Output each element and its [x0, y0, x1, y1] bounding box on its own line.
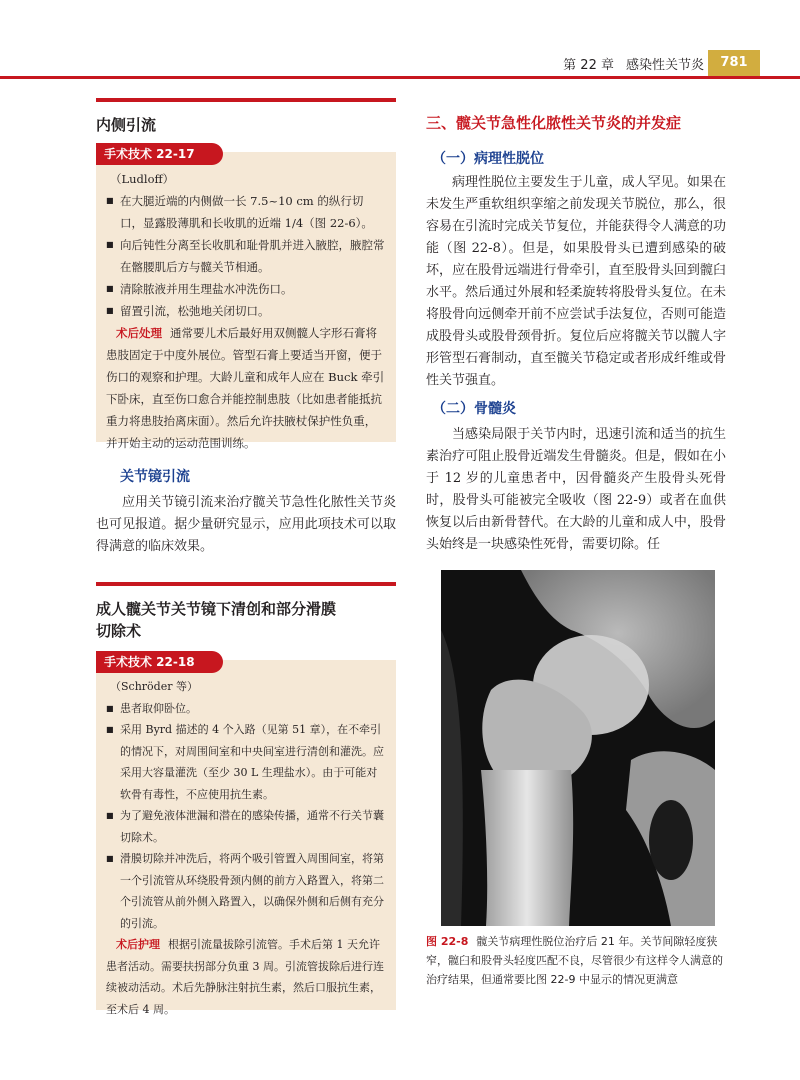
- title-line: 切除术: [96, 622, 142, 640]
- postop-text: 根据引流量拔除引流管。手术后第 1 天允许患者活动。需要扶拐部分负重 3 周。引流管拔除后进行连续被动活动。术后先静脉注射抗生素，然后口服抗生素，至术后 4 周。: [106, 938, 384, 1016]
- list-item: ■ 滑膜切除并冲洗后，将两个吸引管置入周围间室，将第一个引流管从环绕股骨颈内侧的前方入路置入，将第二个引流管从前外侧入路置入，以确保外侧和后侧有充分的引流。: [106, 848, 386, 934]
- title-line: 成人髋关节关节镜下清创和部分滑膜: [96, 600, 337, 618]
- section-rule: [96, 582, 396, 586]
- postop-label: 术后处理: [116, 326, 162, 340]
- pathologic-dislocation-text: [426, 172, 726, 392]
- xray-illustration: [441, 570, 715, 926]
- postop-paragraph: [106, 322, 386, 454]
- subsection-title-osteomyelitis: （二）骨髓炎: [432, 401, 516, 417]
- list-item: ■ 清除脓液并用生理盐水冲洗伤口。: [106, 278, 386, 300]
- technique-author: （Ludloff）: [110, 172, 175, 186]
- paragraph: 当感染局限于关节内时，迅速引流和适当的抗生素治疗可阻止股骨近端发生骨髓炎。但是，假如在小于 12 岁的儿童患者中，因骨髓炎产生股骨头死骨时，股骨头可能被完全吸收（图 22-9）或者在血供恢复以后由新骨替代。在大龄的儿童和成人中，股骨头始终是一块感染性死骨，需要切除。任: [426, 427, 726, 552]
- technique-tag-22-17: 手术技术 22-17: [96, 143, 223, 165]
- list-item: ■ 在大腿近端的内侧做一长 7.5~10 cm 的纵行切口，显露股薄肌和长收肌的近端 1/4（图 22-6）。: [106, 190, 386, 234]
- list-item: ■ 采用 Byrd 描述的 4 个入路（见第 51 章），在不牵引的情况下，对周围间室和中央间室进行清创和灌洗。应采用大容量灌洗（至少 30 L 生理盐水）。由于可能对软骨有毒性，不应使用抗生素。: [106, 719, 386, 805]
- header-rule: [0, 76, 800, 79]
- technique-steps: [106, 698, 386, 935]
- postop-text: 通常要儿术后最好用双侧髋人字形石膏将患肢固定于中度外展位。管型石膏上要适当开窗，便于伤口的观察和护理。大龄儿童和成年人应在 Buck 牵引下卧床，直至伤口愈合并能控制患肢（比如患者能抵抗重力将患肢抬离床面）。然后允许扶腋杖保护性负重，并开始主动的运动范围训练。: [106, 326, 385, 450]
- technique-steps: [106, 190, 386, 322]
- running-header: [563, 54, 704, 73]
- list-item: ■ 向后钝性分离至长收肌和耻骨肌并进入腋腔，腋腔常在髂腰肌后方与髋关节相通。: [106, 234, 386, 278]
- paragraph: 病理性脱位主要发生于儿童，成人罕见。如果在未发生严重软组织挛缩之前发现关节脱位，那么，很容易在引流时完成关节复位，并能获得令人满意的功能（图 22-8）。但是，如果股骨头已遭到感染的破坏，应在股骨远端进行骨牵引，直至股骨头回到髋臼水平。然后通过外展和轻柔旋转将股骨头复位。在未将股骨向远侧牵开前不应尝试手法复位，否则可能造成股骨头或股骨颈骨折。复位后应将髋关节以髋人字形管型石膏制动，直至髋关节稳定或者形成纤维或骨性关节强直。: [426, 175, 726, 388]
- chapter-number: 第 22 章: [563, 58, 614, 73]
- section-rule: [96, 98, 396, 102]
- figure-caption: [426, 932, 726, 989]
- chapter-title: 感染性关节炎: [625, 58, 704, 73]
- postop-paragraph: [106, 934, 386, 1020]
- figure-caption-text: 髋关节病理性脱位治疗后 21 年。关节间隙轻度狭窄，髋臼和股骨头轻度匹配不良，尽管很少有这样令人满意的治疗结果，但通常要比图 22-9 中显示的情况更满意: [426, 935, 723, 986]
- technique-box-22-17: [96, 152, 396, 450]
- paragraph: 应用关节镜引流来治疗髋关节急性化脓性关节炎也可见报道。据少量研究显示，应用此项技术可以取得满意的临床效果。: [96, 495, 396, 554]
- figure-label: 图 22-8: [426, 935, 469, 948]
- technique-author: （Schröder 等）: [110, 680, 198, 693]
- postop-label: 术后护理: [116, 938, 160, 951]
- xray-image-hip: [441, 570, 715, 926]
- section-title-medial-drainage: 内侧引流: [96, 116, 157, 134]
- technique-box-22-18: [96, 660, 396, 1016]
- technique-tag-22-18: 手术技术 22-18: [96, 651, 223, 673]
- list-item: ■ 留置引流，松弛地关闭切口。: [106, 300, 386, 322]
- subsection-title-pathologic-dislocation: （一）病理性脱位: [432, 151, 544, 167]
- list-item: ■ 为了避免液体泄漏和潜在的感染传播，通常不行关节囊切除术。: [106, 805, 386, 848]
- complications-heading: 三、髋关节急性化脓性关节炎的并发症: [426, 114, 682, 132]
- list-item: ■ 患者取仰卧位。: [106, 698, 386, 720]
- section-title-arthroscopic-debridement: [96, 598, 336, 642]
- osteomyelitis-text: [426, 424, 726, 556]
- page-number: 781: [708, 50, 760, 76]
- arthroscopic-drainage-text: [96, 492, 396, 558]
- subsection-title-arthroscopic-drainage: 关节镜引流: [120, 469, 190, 485]
